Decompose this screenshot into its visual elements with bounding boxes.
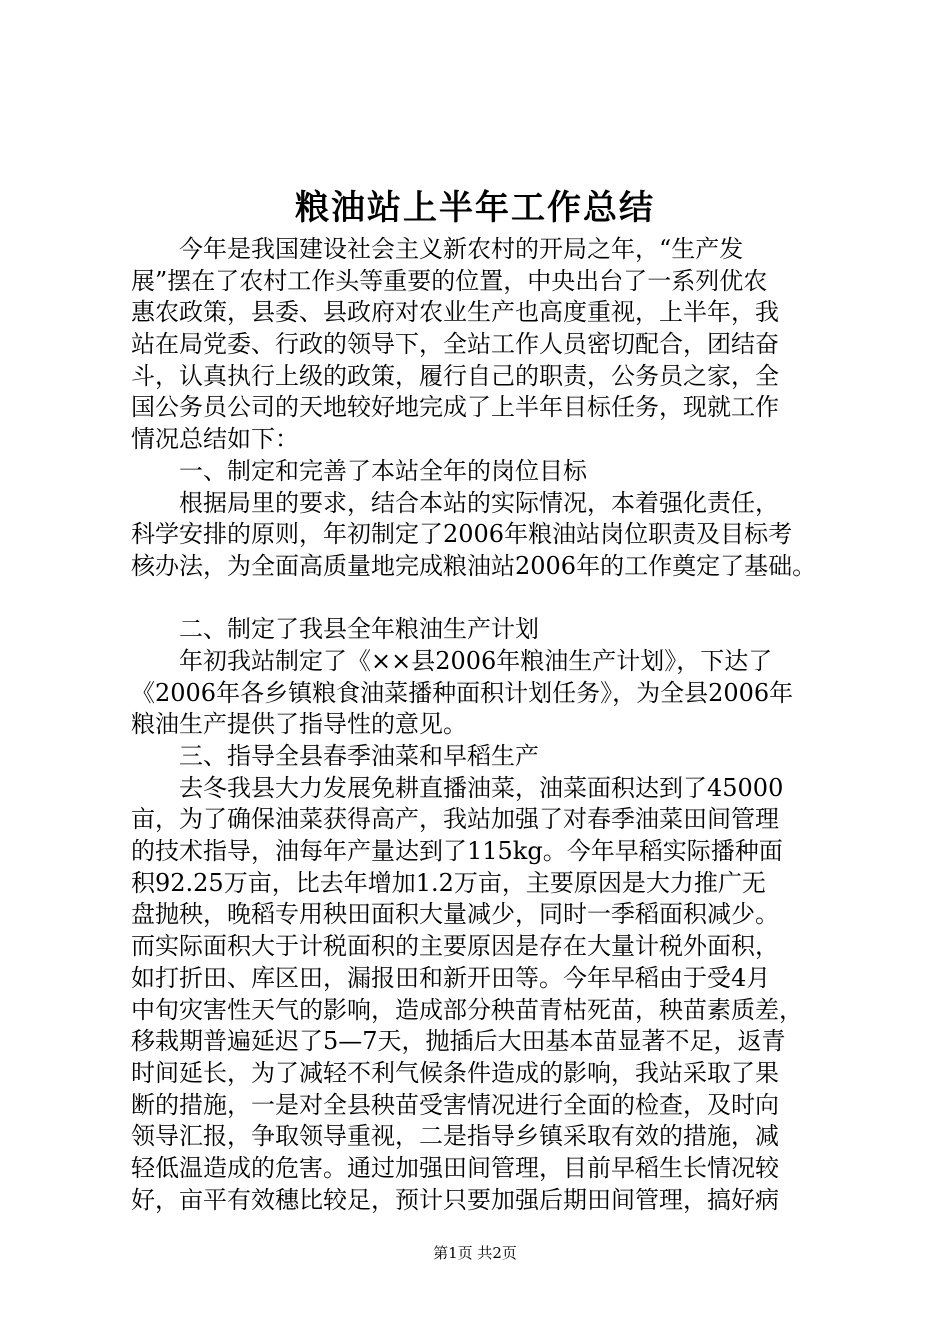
paragraph-line: 而实际面积大于计税面积的主要原因是存在大量计税外面积， — [131, 932, 779, 961]
paragraph-line: 好，亩平有效穗比较足，预计只要加强后期田间管理，搞好病 — [131, 1185, 779, 1214]
paragraph-line: 站在局党委、行政的领导下，全站工作人员密切配合，团结奋 — [131, 330, 779, 359]
paragraph-line: 如打折田、库区田，漏报田和新开田等。今年早稻由于受4月 — [131, 963, 771, 992]
paragraph-line: 的技术指导，油每年产量达到了115kg。今年早稻实际播种面 — [131, 837, 783, 866]
document-body — [131, 234, 843, 1216]
paragraph-line: 断的措施，一是对全县秧苗受害情况进行全面的检查，及时向 — [131, 1090, 779, 1119]
paragraph-line: 年初我站制定了《××县2006年粮油生产计划》，下达了 — [179, 646, 773, 675]
paragraph-line: 领导汇报，争取领导重视，二是指导乡镇采取有效的措施，减 — [131, 1122, 779, 1151]
paragraph-line: 核办法，为全面高质量地完成粮油站2006年的工作奠定了基础。 — [131, 551, 817, 580]
section-heading: 三、指导全县春季油菜和早稻生产 — [179, 742, 539, 770]
paragraph-line: 科学安排的原则，年初制定了2006年粮油站岗位职责及目标考 — [131, 520, 793, 549]
paragraph-line: 积92.25万亩，比去年增加1.2万亩，主要原因是大力推广无 — [131, 868, 766, 897]
paragraph-line: 亩，为了确保油菜获得高产，我站加强了对春季油菜田间管理 — [131, 805, 779, 834]
paragraph-line: 盘抛秧，晚稻专用秧田面积大量减少，同时一季稻面积减少。 — [131, 900, 779, 929]
document-title: 粮油站上半年工作总结 — [295, 188, 655, 228]
blank-line — [131, 583, 843, 615]
paragraph-line: 《2006年各乡镇粮食油菜播种面积计划任务》，为全县2006年 — [131, 678, 794, 707]
paragraph-line: 国公务员公司的天地较好地完成了上半年目标任务，现就工作 — [131, 393, 779, 422]
paragraph-line: 中旬灾害性天气的影响，造成部分秧苗青枯死苗，秧苗素质差， — [131, 995, 803, 1024]
page-footer: 第1页 共2页 — [433, 1244, 517, 1262]
paragraph-line: 今年是我国建设社会主义新农村的开局之年，“生产发 — [179, 235, 744, 263]
paragraph-line: 情况总结如下： — [131, 425, 299, 454]
paragraph-line: 轻低温造成的危害。通过加强田间管理，目前早稻生长情况较 — [131, 1153, 779, 1182]
paragraph-line: 去冬我县大力发展免耕直播油菜，油菜面积达到了45000 — [179, 773, 784, 802]
paragraph-line: 展”摆在了农村工作头等重要的位置，中央出台了一系列优农 — [131, 266, 768, 295]
paragraph-line: 粮油生产提供了指导性的意见。 — [131, 710, 467, 739]
section-heading: 一、制定和完善了本站全年的岗位目标 — [179, 456, 587, 485]
paragraph-line: 斗，认真执行上级的政策，履行自己的职责，公务员之家，全 — [131, 361, 779, 390]
paragraph-line: 根据局里的要求，结合本站的实际情况，本着强化责任， — [179, 488, 779, 517]
paragraph-line: 时间延长，为了减轻不利气候条件造成的影响，我站采取了果 — [131, 1058, 779, 1087]
paragraph-line: 惠农政策，县委、县政府对农业生产也高度重视，上半年，我 — [131, 298, 779, 327]
paragraph-line: 移栽期普遍延迟了5—7天，抛插后大田基本苗显著不足，返青 — [131, 1027, 786, 1056]
section-heading: 二、制定了我县全年粮油生产计划 — [179, 615, 539, 644]
